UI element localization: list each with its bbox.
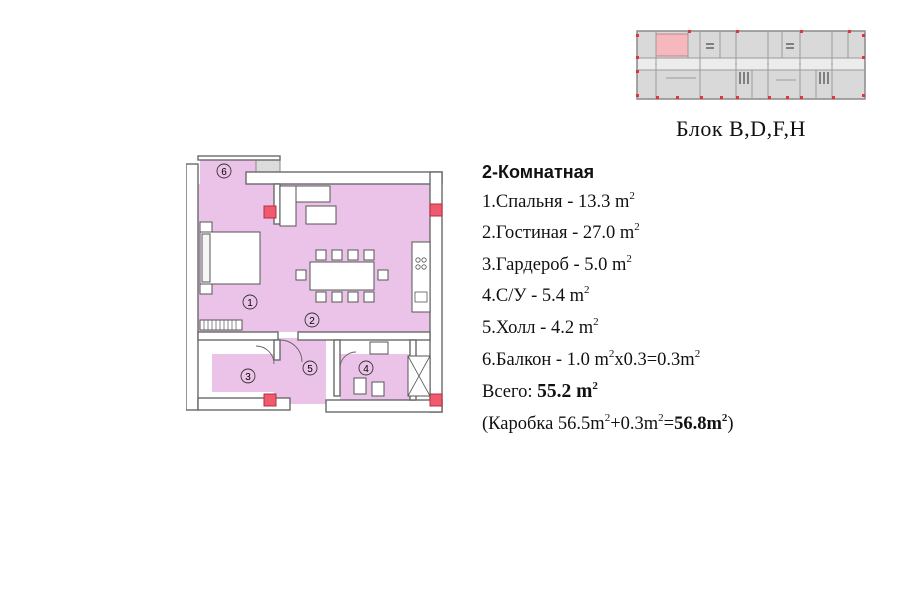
room-5-hall-fill	[274, 338, 326, 404]
floor-plan	[186, 150, 452, 420]
room-number-4: 4	[363, 364, 369, 375]
column	[264, 394, 276, 406]
toilet	[354, 378, 366, 394]
room-3-wardrobe-fill	[212, 354, 274, 392]
room-line-balcony: 6.Балкон - 1.0 $m^2x0.3=0.3m^2$	[482, 347, 701, 370]
room-number-6: 6	[221, 167, 227, 178]
block-label: Блок B,D,F,H	[676, 116, 806, 141]
apartment-info	[482, 158, 734, 441]
total-area: Всего: 55.2 $m^2$	[482, 380, 598, 403]
column	[430, 394, 442, 406]
apartment-title: 2-Комнатная	[482, 162, 595, 182]
room-line-hall: 5.Холл - 4.2 $m^2$	[482, 315, 599, 338]
room-number-2: 2	[309, 316, 315, 327]
column	[430, 204, 442, 216]
block-key-plan	[636, 30, 868, 102]
sink	[370, 342, 388, 354]
room-line-bathroom: 4.С/У - 5.4 $m^2$	[482, 284, 590, 307]
room-number-1: 1	[247, 298, 253, 309]
room-number-3: 3	[245, 372, 251, 383]
box-area: (Каробка $56.5m^2+0.3m^2=56.8m^2$)	[482, 411, 734, 434]
room-line-living: 2.Гостиная - 27.0 $m^2$	[482, 221, 640, 244]
highlighted-apartment	[656, 34, 688, 56]
column	[264, 206, 276, 218]
room-number-5: 5	[307, 364, 313, 375]
room-line-wardrobe: 3.Гардероб - 5.0 $m^2$	[482, 252, 632, 275]
room-line-bedroom: 1.Спальня - 13.3 $m^2$	[482, 189, 635, 212]
dining-table	[310, 262, 374, 290]
